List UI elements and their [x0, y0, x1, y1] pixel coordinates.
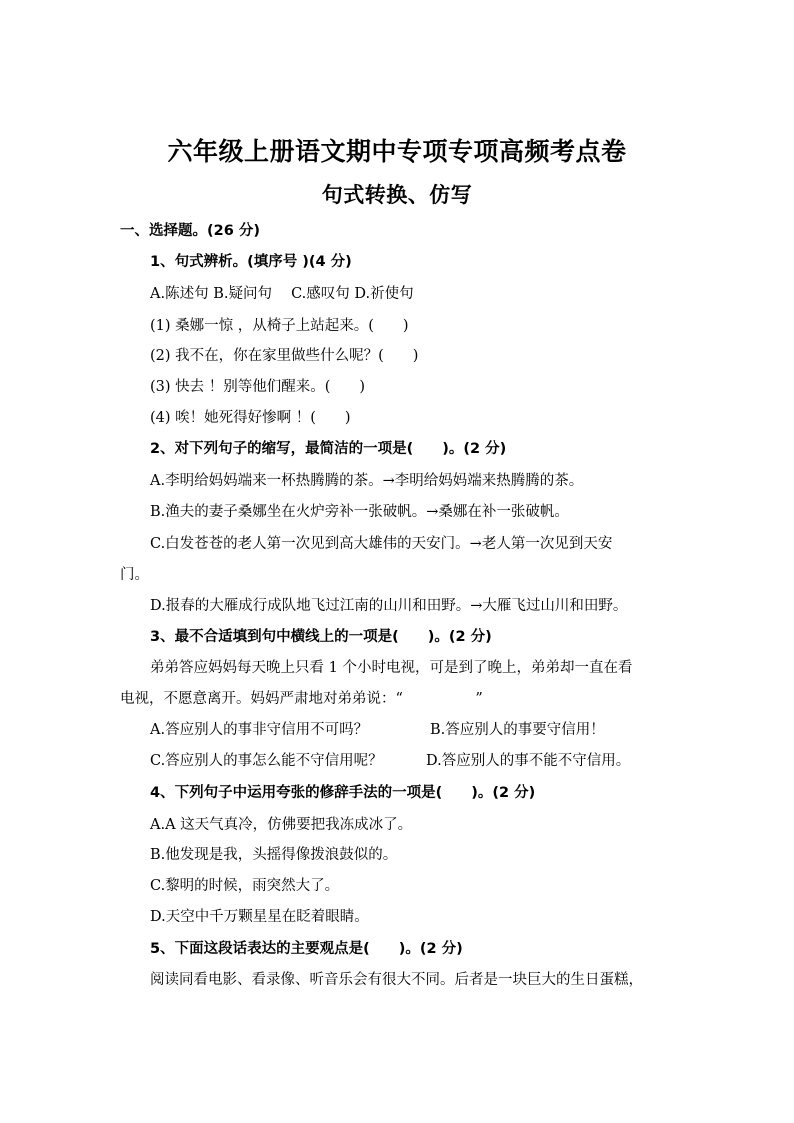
question-1-item-2: (2) 我不在，你在家里做些什么呢？( )	[150, 348, 419, 364]
question-3-options-row-2	[150, 751, 630, 771]
question-3-option-d: D.答应别人的事不能不守信用。	[426, 753, 631, 769]
page-title: 六年级上册语文期中专项专项高频考点卷	[167, 137, 627, 166]
question-1-options: A.陈述句 B.疑问句 C.感叹句 D.祈使句	[150, 286, 414, 302]
question-2-option-c-continued: 门。	[120, 567, 149, 583]
question-1-item-3: (3) 快去 ！别等他们醒来。( )	[150, 379, 366, 395]
question-4-option-b: B.他发现是我，头摇得像拨浪鼓似的。	[150, 847, 398, 863]
question-3-stem: 3、最不合适填到句中横线上的一项是( )。(2 分)	[150, 629, 492, 645]
question-1-item-4: (4) 唉！她死得好惨啊 ！( )	[150, 410, 351, 426]
question-4-option-d: D.天空中千万颗星星在眨着眼睛。	[150, 909, 369, 925]
question-2-option-d: D.报春的大雁成行成队地飞过江南的山川和田野。→大雁飞过山川和田野。	[150, 598, 628, 614]
question-4-option-c: C.黎明的时候，雨突然大了。	[150, 878, 340, 894]
question-3-options-row-1	[150, 720, 605, 740]
question-4-stem: 4、下列句子中运用夸张的修辞手法的一项是( )。(2 分)	[150, 785, 536, 801]
question-5-passage-line-1: 阅读同看电影、看录像、听音乐会有很大不同。后者是一块巨大的生日蛋糕，	[150, 972, 643, 988]
question-1-item-1: (1) 桑娜一惊 ，从椅子上站起来。( )	[150, 318, 409, 334]
question-3-option-a: A.答应别人的事非守信用不可吗？	[150, 722, 369, 738]
question-2-stem: 2、对下列句子的缩写，最简洁的一项是( )。(2 分)	[150, 441, 507, 457]
question-3-passage-line-2: 电视，不愿意离开。妈妈严肃地对弟弟说：“ ”	[120, 691, 483, 707]
question-1-stem: 1、句式辨析。(填序号 )(4 分)	[150, 254, 352, 270]
question-3-option-c: C.答应别人的事怎么能不守信用呢？	[150, 753, 383, 769]
page-subtitle: 句式转换、仿写	[321, 183, 473, 207]
question-2-option-c: C.白发苍苍的老人第一次见到高大雄伟的天安门。→老人第一次见到天安	[150, 536, 613, 552]
question-4-option-a: A.A 这天气真冷，仿佛要把我冻成冰了。	[150, 817, 413, 833]
question-5-stem: 5、下面这段话表达的主要观点是( )。(2 分)	[150, 941, 463, 957]
question-2-option-a: A.李明给妈妈端来一杯热腾腾的茶。→李明给妈妈端来热腾腾的茶。	[150, 473, 584, 489]
section-heading: 一、选择题。(26 分)	[120, 223, 260, 239]
question-2-option-b: B.渔夫的妻子桑娜坐在火炉旁补一张破帆。→桑娜在补一张破帆。	[150, 504, 569, 520]
question-3-passage-line-1: 弟弟答应妈妈每天晚上只看 1 个小时电视，可是到了晚上，弟弟却一直在看	[150, 660, 633, 676]
question-3-option-b: B.答应别人的事要守信用！	[430, 722, 605, 738]
